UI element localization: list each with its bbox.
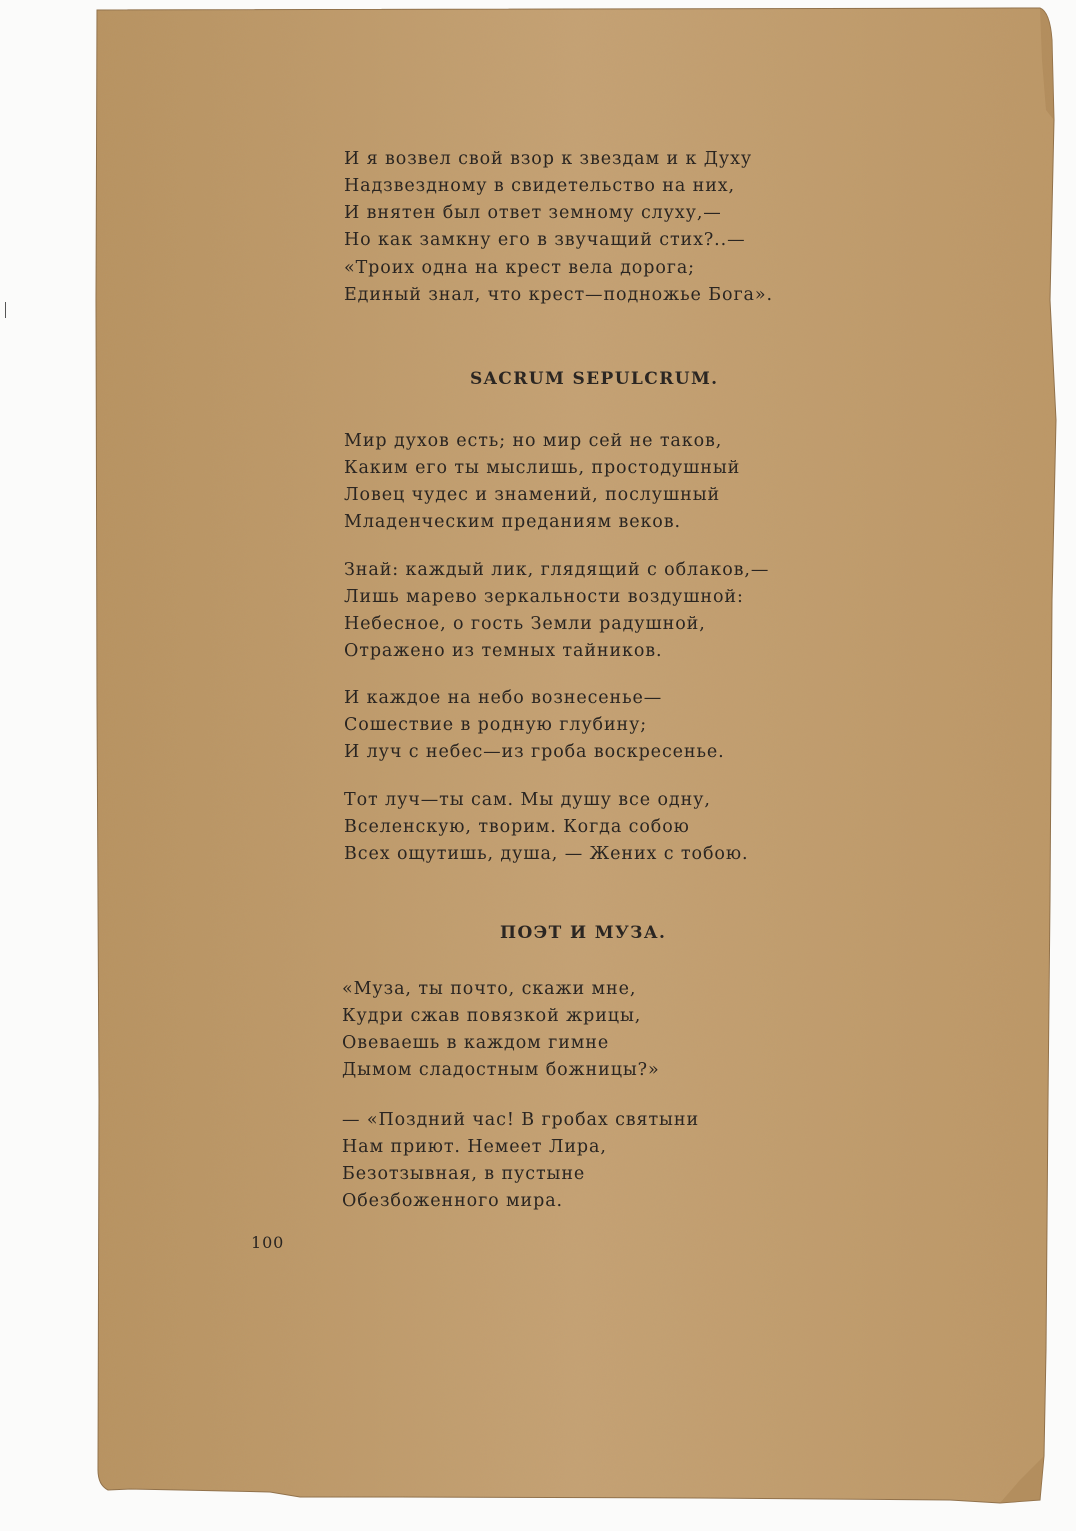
verse-line: И внятен был ответ земному слуху,—: [344, 203, 722, 223]
verse-line: «Троих одна на крест вела дорога;: [344, 258, 695, 278]
verse-line: Небесное, о гость Земли радушной,: [344, 614, 706, 634]
verse-line: Надзвездному в свидетельство на них,: [344, 176, 736, 196]
verse-line: Отражено из темных тайников.: [344, 641, 663, 661]
verse-line: И луч с небес—из гроба воскресенье.: [344, 742, 725, 762]
verse-line: Обезбоженного мира.: [342, 1191, 564, 1211]
verse-line: Сошествие в родную глубину;: [344, 715, 648, 735]
verse-line: Каким его ты мыслишь, простодушный: [344, 458, 741, 478]
verse-line: Безотзывная, в пустыне: [342, 1164, 586, 1184]
verse-line: «Муза, ты почто, скажи мне,: [342, 979, 637, 999]
verse-line: Кудри сжав повязкой жрицы,: [342, 1006, 642, 1026]
verse-line: Ловец чудес и знамений, послушный: [344, 485, 721, 505]
verse-line: Дымом сладостным божницы?»: [342, 1060, 660, 1080]
page-number: 100: [251, 1233, 285, 1252]
verse-line: Мир духов есть; но мир сей не таков,: [344, 431, 723, 451]
verse-line: Нам приют. Немеет Лира,: [342, 1137, 607, 1157]
verse-line: Знай: каждый лик, глядящий с облаков,—: [344, 560, 770, 580]
verse-line: Тот луч—ты сам. Мы душу все одну,: [344, 790, 711, 810]
verse-line: Лишь марево зеркальности воздушной:: [344, 587, 744, 607]
verse-line: И я возвел свой взор к звездам и к Духу: [344, 149, 753, 169]
verse-line: Младенческим преданиям веков.: [344, 512, 681, 532]
poem-title-sacrum-sepulcrum: SACRUM SEPULCRUM.: [470, 369, 719, 389]
verse-line: — «Поздний час! В гробах святыни: [342, 1110, 700, 1130]
verse-line: Овеваешь в каждом гимне: [342, 1033, 610, 1053]
verse-line: И каждое на небо вознесенье—: [344, 688, 663, 708]
verse-line: Вселенскую, творим. Когда собою: [344, 817, 690, 837]
poem-title-poet-i-muza: ПОЭТ И МУЗА.: [500, 923, 667, 943]
verse-line: Но как замкну его в звучащий стих?..—: [344, 230, 746, 250]
verse-line: Всех ощутишь, душа, — Жених с тобою.: [344, 844, 749, 864]
verse-line: Единый знал, что крест—подножье Бога».: [344, 285, 773, 305]
